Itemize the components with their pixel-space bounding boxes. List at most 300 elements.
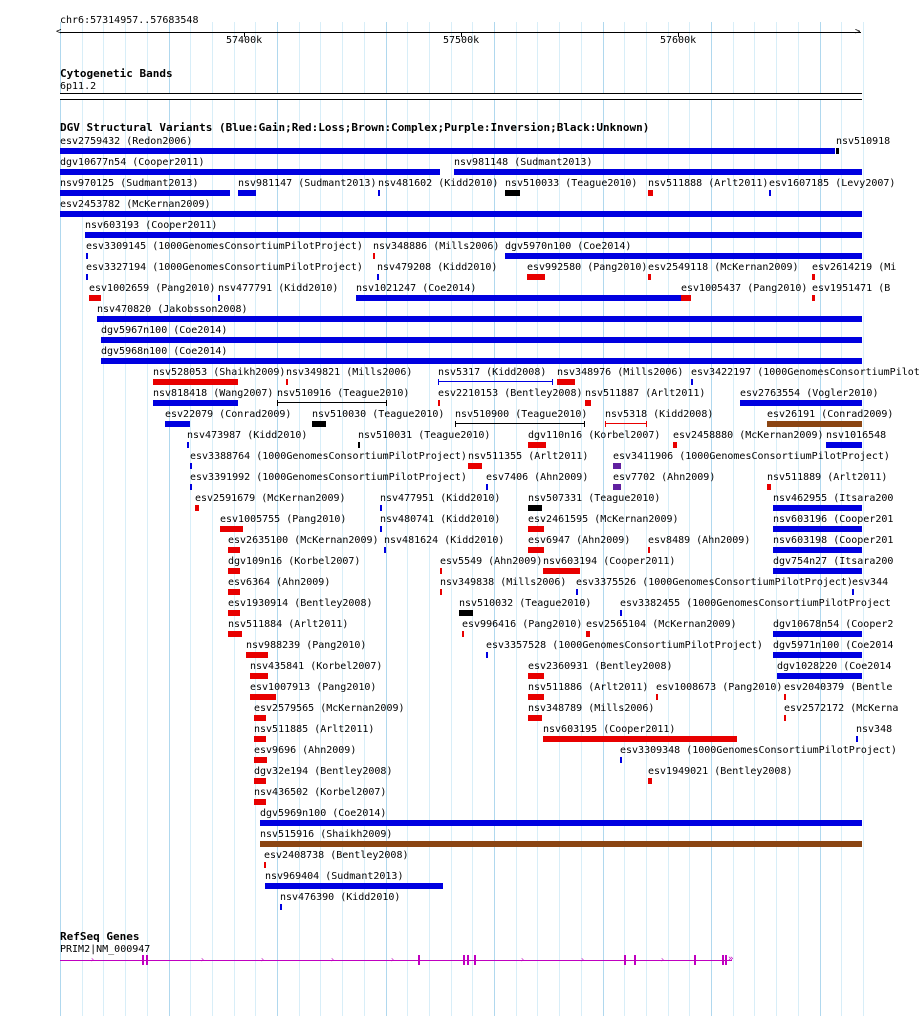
variant-feature-gain[interactable] — [769, 190, 771, 196]
variant-endcap — [267, 652, 268, 658]
variant-feature-gain[interactable] — [438, 381, 553, 382]
variant-label[interactable]: dgv5970n100 (Coe2014) — [505, 241, 632, 252]
location-label: chr6:57314957..57683548 — [60, 15, 199, 26]
variant-feature-gain[interactable] — [852, 589, 854, 595]
variant-feature-loss[interactable] — [153, 379, 238, 385]
variant-label[interactable]: dgv5969n100 (Coe2014) — [260, 808, 387, 819]
variant-label[interactable]: esv1951471 (B — [812, 283, 891, 294]
variant-label[interactable]: dgv5971n100 (Coe2014 — [773, 640, 894, 651]
variant-label[interactable]: nsv477951 (Kidd2010) — [380, 493, 501, 504]
variant-label[interactable]: esv1949021 (Bentley2008) — [648, 766, 793, 777]
variant-feature-loss[interactable] — [250, 673, 268, 679]
variant-feature-loss[interactable] — [543, 736, 737, 742]
variant-label[interactable]: esv2565104 (McKernan2009) — [586, 619, 737, 630]
variant-endcap — [265, 778, 266, 784]
variant-endcap — [541, 715, 542, 721]
gene-exon — [624, 955, 626, 965]
variant-endcap — [505, 190, 506, 196]
variant-label[interactable]: nsv511888 (Arlt2011) — [648, 178, 769, 189]
variant-label[interactable]: esv2210153 (Bentley2008) — [438, 388, 583, 399]
variant-feature-loss[interactable] — [784, 694, 786, 700]
variant-endcap — [241, 631, 242, 637]
strand-arrow-icon: › — [200, 955, 205, 964]
variant-endcap — [250, 673, 251, 679]
variant-label[interactable]: dgv10677n54 (Cooper2011) — [60, 157, 205, 168]
variant-endcap — [528, 442, 529, 448]
variant-label[interactable]: nsv348976 (Mills2006) — [557, 367, 684, 378]
variant-label[interactable]: esv2591679 (McKernan2009) — [195, 493, 346, 504]
variant-label[interactable]: nsv1021247 (Coe2014) — [356, 283, 477, 294]
variant-label[interactable]: esv22079 (Conrad2009) — [165, 409, 292, 420]
variant-feature-loss[interactable] — [648, 547, 650, 553]
variant-endcap — [242, 526, 243, 532]
variant-feature-loss[interactable] — [528, 694, 544, 700]
variant-endcap — [254, 799, 255, 805]
variant-feature-gain[interactable] — [60, 169, 440, 175]
variant-label[interactable]: nsv981147 (Sudmant2013) — [238, 178, 377, 189]
variant-feature-loss[interactable] — [286, 379, 288, 385]
variant-endcap — [277, 400, 278, 406]
variant-label[interactable]: nsv510032 (Teague2010) — [459, 598, 592, 609]
variant-label[interactable]: dgv1028220 (Coe2014 — [777, 661, 892, 672]
variant-feature-loss[interactable] — [543, 568, 580, 574]
variant-label[interactable]: esv3375526 (1000GenomesConsortiumPilotProject) — [576, 577, 853, 588]
variant-label[interactable]: nsv479208 (Kidd2010) — [377, 262, 498, 273]
variant-feature-gain[interactable] — [165, 421, 190, 427]
variant-label[interactable]: esv2458880 (McKernan2009) — [673, 430, 824, 441]
variant-label[interactable]: esv3411906 (1000GenomesConsortiumPilotProject) — [613, 451, 890, 462]
variant-label[interactable]: nsv603194 (Cooper2011) — [543, 556, 676, 567]
variant-endcap — [543, 673, 544, 679]
variant-feature-gain[interactable] — [190, 484, 192, 490]
variant-label[interactable]: nsv476390 (Kidd2010) — [280, 892, 401, 903]
variant-label[interactable]: nsv511355 (Arlt2011) — [468, 451, 589, 462]
variant-label[interactable]: esv1005755 (Pang2010) — [220, 514, 347, 525]
variant-feature-gain[interactable] — [773, 526, 862, 532]
variant-label[interactable]: esv996416 (Pang2010) — [462, 619, 583, 630]
cytoband-label: 6p11.2 — [60, 81, 97, 92]
variant-label[interactable]: esv2453782 (McKernan2009) — [60, 199, 211, 210]
variant-endcap — [228, 547, 229, 553]
variant-feature-loss[interactable] — [528, 715, 542, 721]
variant-feature-loss[interactable] — [440, 568, 442, 574]
variant-label[interactable]: dgv5967n100 (Coe2014) — [101, 325, 228, 336]
variant-feature-inversion[interactable] — [613, 484, 621, 490]
cytoband-bottom-border — [60, 99, 862, 100]
refseq-gene-label[interactable]: PRIM2|NM_000947 — [60, 944, 151, 955]
variant-feature-unknown[interactable] — [277, 402, 387, 403]
gene-exon — [634, 955, 636, 965]
variant-label[interactable]: esv1008673 (Pang2010) — [656, 682, 783, 693]
variant-label[interactable]: esv3391992 (1000GenomesConsortiumPilotProject) — [190, 472, 467, 483]
variant-feature-gain[interactable] — [86, 274, 88, 280]
variant-feature-unknown[interactable] — [455, 423, 585, 424]
ruler-tick-label: 57600k — [660, 35, 697, 46]
variant-endcap — [557, 379, 558, 385]
variant-feature-loss[interactable] — [648, 190, 653, 196]
gene-exon — [474, 955, 476, 965]
gene-exon — [467, 955, 469, 965]
variant-feature-gain[interactable] — [454, 169, 862, 175]
variant-endcap — [545, 442, 546, 448]
variant-label[interactable]: nsv5318 (Kidd2008) — [605, 409, 714, 420]
variant-feature-gain[interactable] — [101, 358, 862, 364]
gene-exon — [142, 955, 144, 965]
variant-label[interactable]: nsv988239 (Pang2010) — [246, 640, 367, 651]
variant-label[interactable]: dgv109n16 (Korbel2007) — [228, 556, 361, 567]
variant-endcap — [519, 190, 520, 196]
variant-label[interactable]: esv2461595 (McKernan2009) — [528, 514, 679, 525]
ruler-tick-label: 57400k — [226, 35, 263, 46]
variant-endcap — [100, 295, 101, 301]
variant-feature-gain[interactable] — [378, 190, 380, 196]
strand-arrow-icon: › — [90, 955, 95, 964]
variant-feature-loss[interactable] — [656, 694, 658, 700]
variant-label[interactable]: esv2579565 (McKernan2009) — [254, 703, 405, 714]
variant-endcap — [552, 379, 553, 385]
variant-feature-gain[interactable] — [356, 295, 682, 301]
variant-label[interactable]: esv992580 (Pang2010) — [527, 262, 648, 273]
variant-feature-loss[interactable] — [784, 715, 786, 721]
variant-endcap — [543, 694, 544, 700]
variant-label[interactable]: nsv515916 (Shaikh2009) — [260, 829, 393, 840]
variant-feature-gain[interactable] — [773, 505, 862, 511]
variant-label[interactable]: esv2614219 (Mi — [812, 262, 897, 273]
variant-feature-inversion[interactable] — [613, 463, 621, 469]
variant-feature-gain[interactable] — [85, 232, 862, 238]
variant-feature-loss[interactable] — [527, 274, 545, 280]
variant-label[interactable]: nsv348789 (Mills2006) — [528, 703, 655, 714]
variant-label[interactable]: nsv481624 (Kidd2010) — [384, 535, 505, 546]
variant-endcap — [584, 421, 585, 427]
variant-feature-loss[interactable] — [250, 694, 276, 700]
variant-label[interactable]: nsv507331 (Teague2010) — [528, 493, 661, 504]
variant-label[interactable]: nsv511884 (Arlt2011) — [228, 619, 349, 630]
gene-exon — [725, 955, 727, 965]
variant-feature-gain[interactable] — [773, 652, 862, 658]
variant-feature-gain[interactable] — [826, 442, 862, 448]
variant-label[interactable]: nsv480741 (Kidd2010) — [380, 514, 501, 525]
variant-feature-loss[interactable] — [220, 526, 243, 532]
variant-feature-gain[interactable] — [777, 673, 862, 679]
variant-endcap — [386, 400, 387, 406]
variant-endcap — [544, 274, 545, 280]
variant-feature-gain[interactable] — [505, 253, 862, 259]
variant-feature-loss[interactable] — [528, 526, 544, 532]
variant-feature-gain[interactable] — [486, 484, 488, 490]
variant-feature-gain[interactable] — [60, 211, 862, 217]
variant-feature-gain[interactable] — [620, 610, 622, 616]
variant-feature-gain[interactable] — [190, 463, 192, 469]
variant-label[interactable]: esv3388764 (1000GenomesConsortiumPilotProject) — [190, 451, 467, 462]
variant-label[interactable]: esv3309348 (1000GenomesConsortiumPilotProject) — [620, 745, 897, 756]
variant-endcap — [528, 673, 529, 679]
variant-label[interactable]: dgv754n27 (Itsara200 — [773, 556, 894, 567]
variant-label[interactable]: esv3357528 (1000GenomesConsortiumPilotProject) — [486, 640, 763, 651]
variant-label[interactable]: esv26191 (Conrad2009) — [767, 409, 894, 420]
variant-feature-unknown[interactable] — [358, 442, 360, 448]
variant-feature-loss[interactable] — [528, 547, 544, 553]
variant-endcap — [246, 652, 247, 658]
variant-endcap — [605, 421, 606, 427]
variant-label[interactable]: nsv5317 (Kidd2008) — [438, 367, 547, 378]
variant-label[interactable]: esv7702 (Ahn2009) — [613, 472, 716, 483]
variant-label[interactable]: esv2572172 (McKerna — [784, 703, 899, 714]
variant-feature-gain[interactable] — [238, 190, 256, 196]
gene-exon — [146, 955, 148, 965]
variant-feature-gain[interactable] — [260, 820, 862, 826]
variant-feature-loss[interactable] — [528, 442, 546, 448]
gene-exon — [694, 955, 696, 965]
variant-endcap — [528, 547, 529, 553]
variant-endcap — [459, 610, 460, 616]
variant-feature-loss[interactable] — [648, 778, 652, 784]
variant-endcap — [239, 547, 240, 553]
variant-feature-loss[interactable] — [440, 589, 442, 595]
variant-label[interactable]: nsv349821 (Mills2006) — [286, 367, 413, 378]
variant-feature-gain[interactable] — [486, 652, 488, 658]
variant-endcap — [528, 694, 529, 700]
variant-label[interactable]: nsv969404 (Sudmant2013) — [265, 871, 404, 882]
variant-label[interactable]: nsv349838 (Mills2006) — [440, 577, 567, 588]
dgv-track-title: DGV Structural Variants (Blue:Gain;Red:Loss;Brown:Complex;Purple:Inversion;Black:Unknown) — [60, 121, 650, 134]
variant-label[interactable]: nsv477791 (Kidd2010) — [218, 283, 339, 294]
ruler-right-arrow-icon: > — [855, 27, 861, 37]
variant-endcap — [220, 526, 221, 532]
variant-endcap — [254, 736, 255, 742]
variant-endcap — [265, 799, 266, 805]
variant-label[interactable]: esv1002659 (Pang2010) — [89, 283, 216, 294]
variant-endcap — [455, 421, 456, 427]
variant-feature-gain[interactable] — [86, 253, 88, 259]
variant-label[interactable]: nsv470820 (Jakobsson2008) — [97, 304, 248, 315]
variant-feature-gain[interactable] — [384, 547, 386, 553]
variant-endcap — [528, 715, 529, 721]
variant-feature-loss[interactable] — [264, 862, 266, 868]
variant-feature-gain[interactable] — [60, 190, 230, 196]
variant-feature-loss[interactable] — [468, 463, 482, 469]
variant-feature-loss[interactable] — [605, 423, 647, 424]
variant-label[interactable]: esv3327194 (1000GenomesConsortiumPilotProject) — [86, 262, 363, 273]
variant-feature-loss[interactable] — [557, 379, 575, 385]
refseq-track-title: RefSeq Genes — [60, 930, 140, 943]
variant-label[interactable]: nsv348 — [856, 724, 893, 735]
variant-label[interactable]: nsv348886 (Mills2006) — [373, 241, 500, 252]
variant-feature-loss[interactable] — [195, 505, 199, 511]
strand-end-arrow-icon: » — [728, 954, 734, 964]
variant-label[interactable]: nsv970125 (Sudmant2013) — [60, 178, 199, 189]
variant-endcap — [312, 421, 313, 427]
variant-label[interactable]: dgv10678n54 (Cooper2 — [773, 619, 894, 630]
variant-label[interactable]: nsv603193 (Cooper2011) — [85, 220, 218, 231]
variant-feature-gain[interactable] — [740, 400, 862, 406]
variant-label[interactable]: esv2360931 (Bentley2008) — [528, 661, 673, 672]
variant-endcap — [325, 421, 326, 427]
variant-label[interactable]: dgv110n16 (Korbel2007) — [528, 430, 661, 441]
variant-endcap — [527, 274, 528, 280]
variant-label[interactable]: esv2408738 (Bentley2008) — [264, 850, 409, 861]
variant-label[interactable]: esv3382455 (1000GenomesConsortiumPilotProject — [620, 598, 891, 609]
variant-label[interactable]: esv2635100 (McKernan2009) — [228, 535, 379, 546]
variant-endcap — [438, 379, 439, 385]
variant-feature-gain[interactable] — [620, 757, 622, 763]
variant-label[interactable]: nsv1016548 — [826, 430, 887, 441]
variant-label[interactable]: esv3422197 (1000GenomesConsortiumPilot — [691, 367, 920, 378]
variant-feature-loss[interactable] — [246, 652, 268, 658]
variant-endcap — [646, 421, 647, 427]
variant-label[interactable]: esv2759432 (Redon2006) — [60, 136, 193, 147]
variant-feature-complex[interactable] — [260, 841, 862, 847]
variant-feature-gain[interactable] — [773, 547, 862, 553]
variant-feature-gain[interactable] — [380, 526, 382, 532]
variant-label[interactable]: esv8489 (Ahn2009) — [648, 535, 751, 546]
variant-feature-loss[interactable] — [812, 295, 815, 301]
variant-label[interactable]: esv2763554 (Vogler2010) — [740, 388, 879, 399]
variant-feature-unknown[interactable] — [459, 610, 473, 616]
variant-endcap — [254, 778, 255, 784]
variant-feature-gain[interactable] — [60, 148, 835, 154]
variant-endcap — [690, 295, 691, 301]
variant-feature-gain[interactable] — [280, 904, 282, 910]
variant-label[interactable]: nsv511887 (Arlt2011) — [585, 388, 706, 399]
ruler-left-arrow-icon: < — [56, 27, 62, 37]
variant-feature-gain[interactable] — [101, 337, 862, 343]
variant-feature-loss[interactable] — [585, 400, 591, 406]
variant-endcap — [472, 610, 473, 616]
variant-endcap — [239, 568, 240, 574]
variant-feature-unknown[interactable] — [836, 148, 839, 154]
variant-endcap — [543, 547, 544, 553]
variant-label[interactable]: nsv462955 (Itsara200 — [773, 493, 894, 504]
variant-label[interactable]: nsv511886 (Arlt2011) — [528, 682, 649, 693]
ruler-tick-label: 57500k — [443, 35, 480, 46]
variant-endcap — [541, 505, 542, 511]
variant-feature-gain[interactable] — [691, 379, 693, 385]
variant-label[interactable]: nsv435841 (Korbel2007) — [250, 661, 383, 672]
variant-label[interactable]: esv2549118 (McKernan2009) — [648, 262, 799, 273]
variant-label[interactable]: esv1930914 (Bentley2008) — [228, 598, 373, 609]
variant-label[interactable]: esv1005437 (Pang2010) — [681, 283, 808, 294]
variant-endcap — [250, 694, 251, 700]
variant-feature-unknown[interactable] — [528, 505, 542, 511]
variant-endcap — [468, 463, 469, 469]
variant-label[interactable]: nsv528053 (Shaikh2009) — [153, 367, 286, 378]
variant-feature-loss[interactable] — [528, 673, 544, 679]
variant-feature-gain[interactable] — [856, 736, 858, 742]
variant-label[interactable]: nsv511889 (Arlt2011) — [767, 472, 888, 483]
variant-label[interactable]: nsv981148 (Sudmant2013) — [454, 157, 593, 168]
variant-feature-complex[interactable] — [767, 421, 862, 427]
strand-arrow-icon: › — [520, 955, 525, 964]
variant-label[interactable]: nsv510918 — [836, 136, 891, 147]
variant-endcap — [254, 757, 255, 763]
variant-label[interactable]: nsv603198 (Cooper201 — [773, 535, 894, 546]
variant-label[interactable]: esv344 — [852, 577, 889, 588]
variant-label[interactable]: nsv510031 (Teague2010) — [358, 430, 491, 441]
variant-label[interactable]: esv7406 (Ahn2009) — [486, 472, 589, 483]
variant-label[interactable]: nsv436502 (Korbel2007) — [254, 787, 387, 798]
variant-feature-gain[interactable] — [773, 631, 862, 637]
variant-endcap — [267, 673, 268, 679]
variant-label[interactable]: nsv511885 (Arlt2011) — [254, 724, 375, 735]
variant-endcap — [228, 589, 229, 595]
variant-feature-loss[interactable] — [438, 400, 440, 406]
variant-endcap — [528, 505, 529, 511]
variant-feature-loss[interactable] — [767, 484, 771, 490]
variant-endcap — [681, 295, 682, 301]
variant-feature-gain[interactable] — [377, 274, 379, 280]
variant-feature-gain[interactable] — [773, 568, 862, 574]
variant-label[interactable]: nsv818418 (Wang2007) — [153, 388, 274, 399]
variant-feature-loss[interactable] — [673, 442, 677, 448]
variant-label[interactable]: nsv603195 (Cooper2011) — [543, 724, 676, 735]
variant-feature-loss[interactable] — [373, 253, 375, 259]
variant-feature-gain[interactable] — [576, 589, 578, 595]
variant-endcap — [528, 526, 529, 532]
variant-endcap — [543, 526, 544, 532]
variant-endcap — [254, 715, 255, 721]
variant-label[interactable]: nsv510900 (Teague2010) — [455, 409, 588, 420]
variant-endcap — [481, 463, 482, 469]
variant-feature-loss[interactable] — [648, 274, 651, 280]
variant-endcap — [228, 631, 229, 637]
variant-feature-loss[interactable] — [228, 631, 242, 637]
variant-label[interactable]: esv1007913 (Pang2010) — [250, 682, 377, 693]
variant-label[interactable]: esv3309145 (1000GenomesConsortiumPilotProject) — [86, 241, 363, 252]
gene-exon — [418, 955, 420, 965]
strand-arrow-icon: › — [390, 955, 395, 964]
variant-feature-gain[interactable] — [187, 442, 189, 448]
strand-arrow-icon: › — [330, 955, 335, 964]
cytoband-track-title: Cytogenetic Bands — [60, 67, 173, 80]
variant-feature-gain[interactable] — [97, 316, 862, 322]
variant-label[interactable]: nsv510916 (Teague2010) — [277, 388, 410, 399]
variant-label[interactable]: esv2040379 (Bentle — [784, 682, 893, 693]
variant-feature-loss[interactable] — [586, 631, 590, 637]
variant-feature-unknown[interactable] — [505, 190, 520, 196]
variant-endcap — [239, 610, 240, 616]
variant-label[interactable]: nsv510030 (Teague2010) — [312, 409, 445, 420]
variant-feature-loss[interactable] — [462, 631, 464, 637]
variant-endcap — [239, 589, 240, 595]
variant-label[interactable]: esv6947 (Ahn2009) — [528, 535, 631, 546]
variant-endcap — [266, 757, 267, 763]
gene-intron-line — [60, 960, 732, 961]
variant-label[interactable]: esv6364 (Ahn2009) — [228, 577, 331, 588]
variant-endcap — [89, 295, 90, 301]
variant-feature-loss[interactable] — [812, 274, 815, 280]
variant-label[interactable]: nsv473987 (Kidd2010) — [187, 430, 308, 441]
variant-feature-gain[interactable] — [380, 505, 382, 511]
variant-label[interactable]: esv5549 (Ahn2009) — [440, 556, 543, 567]
variant-label[interactable]: nsv603196 (Cooper201 — [773, 514, 894, 525]
variant-feature-gain[interactable] — [153, 400, 238, 406]
variant-label[interactable]: nsv481602 (Kidd2010) — [378, 178, 499, 189]
variant-endcap — [228, 610, 229, 616]
variant-label[interactable]: nsv510033 (Teague2010) — [505, 178, 638, 189]
variant-label[interactable]: dgv5968n100 (Coe2014) — [101, 346, 228, 357]
variant-label[interactable]: dgv32e194 (Bentley2008) — [254, 766, 393, 777]
variant-feature-gain[interactable] — [265, 883, 443, 889]
variant-endcap — [265, 715, 266, 721]
variant-label[interactable]: esv1607185 (Levy2007) — [769, 178, 896, 189]
variant-endcap — [265, 736, 266, 742]
variant-feature-unknown[interactable] — [312, 421, 326, 427]
strand-arrow-icon: › — [260, 955, 265, 964]
variant-endcap — [574, 379, 575, 385]
variant-label[interactable]: esv9696 (Ahn2009) — [254, 745, 357, 756]
variant-feature-gain[interactable] — [218, 295, 220, 301]
